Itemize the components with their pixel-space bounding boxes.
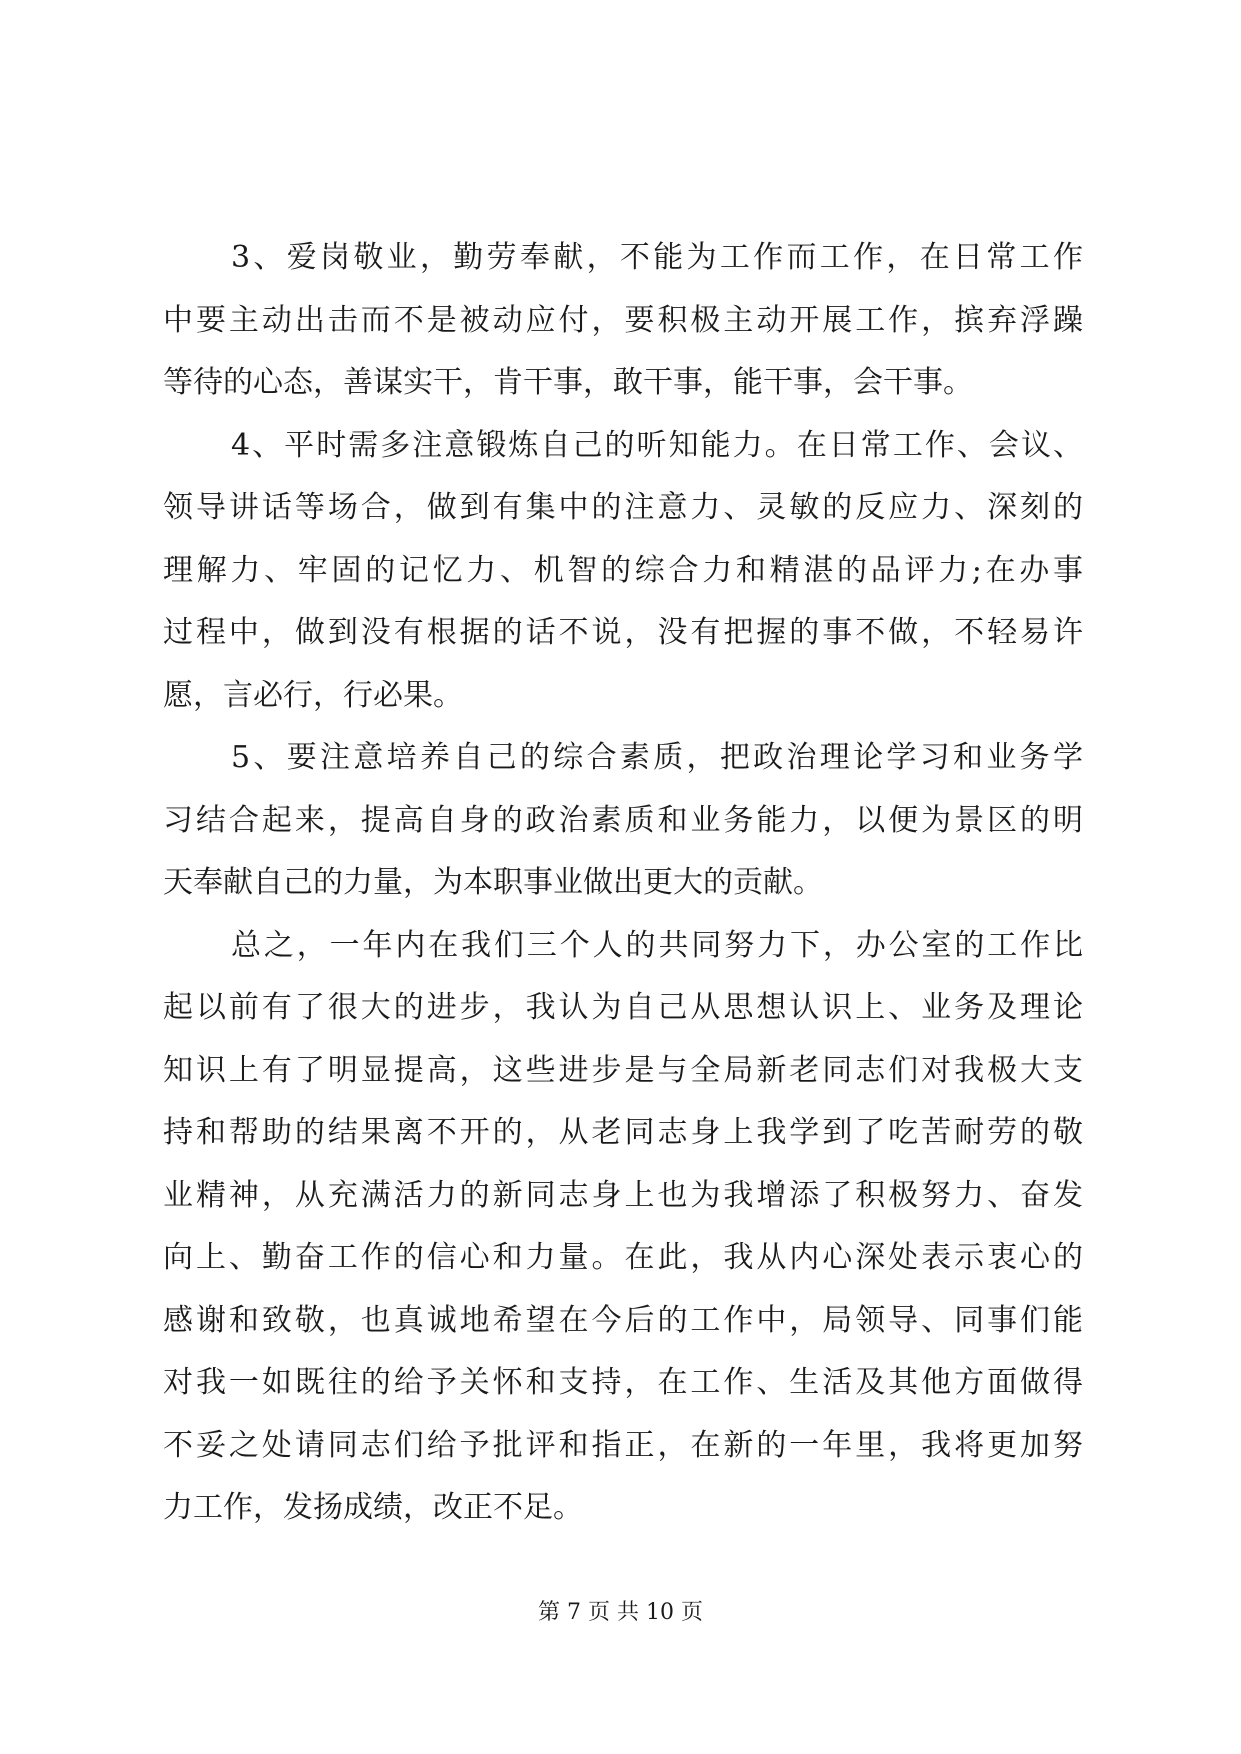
text-line: 知识上有了明显提高，这些进步是与全局新老同志们对我极大支 — [163, 1052, 1083, 1088]
paragraph-3 — [163, 227, 1083, 415]
paragraph-5 — [163, 727, 1083, 915]
text-line: 4、平时需多注意锻炼自己的听知能力。在日常工作、会议、 — [231, 427, 1083, 463]
text-line: 天奉献自己的力量，为本职事业做出更大的贡献。 — [163, 865, 823, 900]
text-line: 力工作，发扬成绩，改正不足。 — [163, 1490, 583, 1525]
text-line: 业精神，从充满活力的新同志身上也为我增添了积极努力、奋发 — [163, 1177, 1083, 1213]
text-line: 总之，一年内在我们三个人的共同努力下，办公室的工作比 — [231, 927, 1083, 963]
text-line: 理解力、牢固的记忆力、机智的综合力和精湛的品评力;在办事 — [163, 552, 1083, 588]
page-number-footer: 第 7 页 共 10 页 — [538, 1600, 703, 1625]
text-line: 感谢和致敬，也真诚地希望在今后的工作中，局领导、同事们能 — [163, 1302, 1083, 1338]
text-line: 过程中，做到没有根据的话不说，没有把握的事不做，不轻易许 — [163, 615, 1083, 650]
text-line: 中要主动出击而不是被动应付，要积极主动开展工作，摈弃浮躁 — [163, 302, 1083, 338]
text-line: 愿，言必行，行必果。 — [163, 677, 463, 713]
paragraph-4 — [163, 415, 1083, 728]
text-line: 等待的心态，善谋实干，肯干事，敢干事，能干事，会干事。 — [163, 365, 973, 400]
text-line: 起以前有了很大的进步，我认为自己从思想认识上、业务及理论 — [163, 990, 1083, 1025]
text-line: 3、爱岗敬业，勤劳奉献，不能为工作而工作，在日常工作 — [231, 240, 1083, 275]
document-body — [163, 227, 1083, 1540]
paragraph-summary — [163, 915, 1083, 1540]
text-line: 持和帮助的结果离不开的，从老同志身上我学到了吃苦耐劳的敬 — [163, 1115, 1083, 1150]
text-line: 不妥之处请同志们给予批评和指正，在新的一年里，我将更加努 — [163, 1427, 1083, 1463]
text-line: 对我一如既往的给予关怀和支持，在工作、生活及其他方面做得 — [163, 1365, 1083, 1400]
text-line: 习结合起来，提高自身的政治素质和业务能力，以便为景区的明 — [163, 802, 1083, 838]
text-line: 5、要注意培养自己的综合素质，把政治理论学习和业务学 — [231, 740, 1083, 775]
text-line: 领导讲话等场合，做到有集中的注意力、灵敏的反应力、深刻的 — [163, 490, 1083, 525]
text-line: 向上、勤奋工作的信心和力量。在此，我从内心深处表示衷心的 — [163, 1240, 1083, 1275]
